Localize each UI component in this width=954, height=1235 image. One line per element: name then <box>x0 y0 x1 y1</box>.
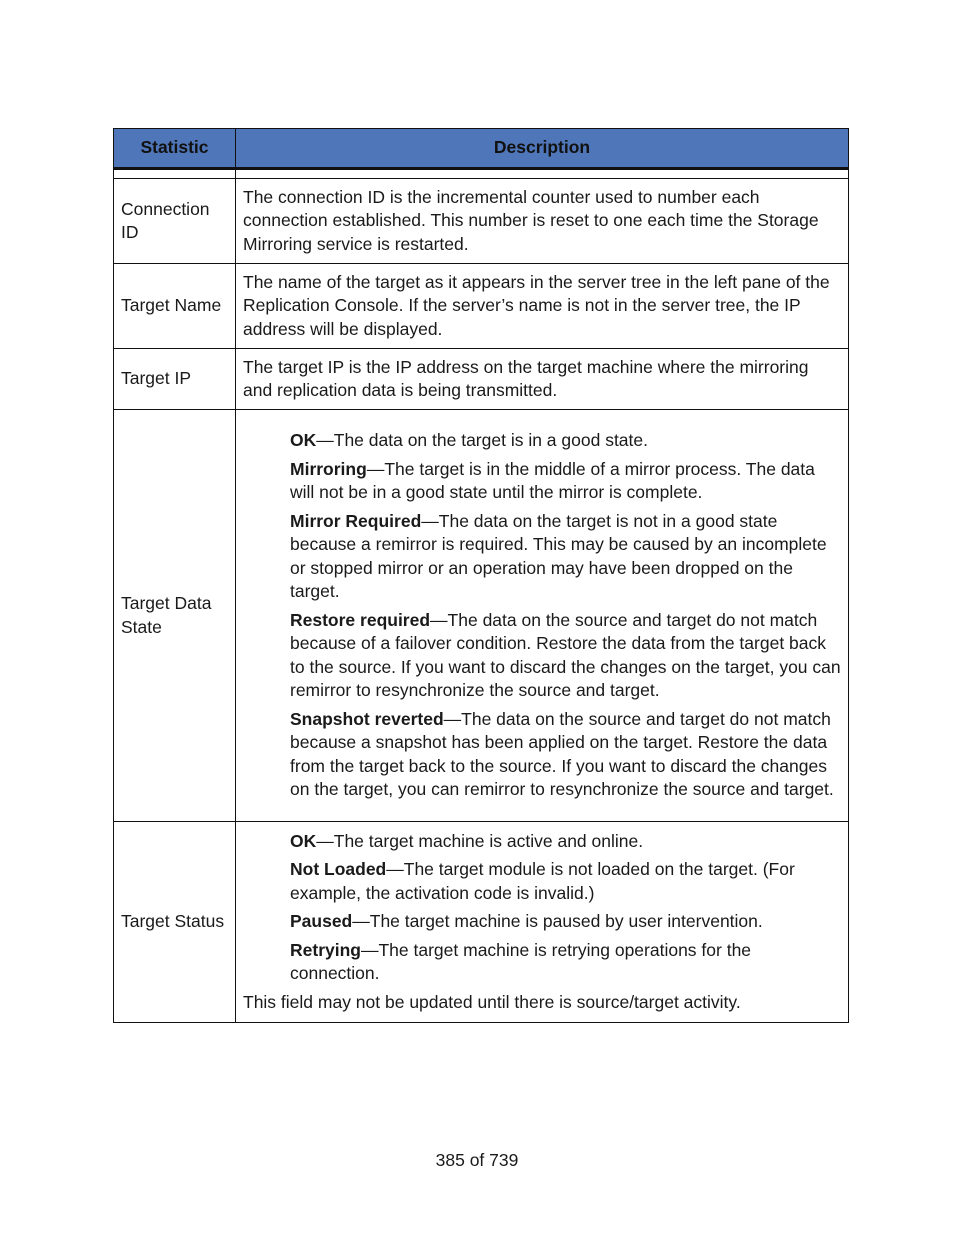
description-cell: The name of the target as it appears in the server tree in the left pane of the Replication Console. If the server’s name is not in the server tree, the IP address will be displayed. <box>236 264 849 349</box>
description-cell <box>236 410 849 822</box>
status-item: Paused—The target machine is paused by user intervention. <box>290 911 763 932</box>
stat-cell: Target Name <box>114 264 236 349</box>
status-note: This field may not be updated until there is source/target activity. <box>243 991 741 1012</box>
state-item: OK—The data on the target is in a good state. <box>290 430 648 451</box>
stat-cell: Target IP <box>114 349 236 410</box>
table-row <box>114 349 849 410</box>
table-row <box>114 822 849 1023</box>
stat-cell: Target Data State <box>114 410 236 822</box>
page-number: 385 of 739 <box>435 1150 519 1170</box>
description-cell: The target IP is the IP address on the target machine where the mirroring and replication data is being transmitted. <box>236 349 849 410</box>
table-row <box>114 179 849 264</box>
spacer-row <box>114 169 849 179</box>
state-item: Mirroring—The target is in the middle of a mirror process. The data will not be in a good state until the mirror is complete. <box>290 458 815 503</box>
state-item: Snapshot reverted—The data on the source and target do not match because a snapshot has been applied on the target. Restore the data from the target back to the source. If you want to discard the changes on the target, you can remirror to resynchronize the source and target. <box>290 708 834 800</box>
statistics-table <box>113 128 849 1023</box>
table-row <box>114 410 849 822</box>
stat-cell: Target Status <box>114 822 236 1023</box>
status-item: Retrying—The target machine is retrying operations for the connection. <box>290 939 752 984</box>
status-item: Not Loaded—The target module is not loaded on the target. (For example, the activation code is invalid.) <box>290 859 795 903</box>
header-description: Description <box>236 129 849 169</box>
description-cell <box>236 822 849 1023</box>
description-cell: The connection ID is the incremental counter used to number each connection established. This number is reset to one each time the Storage Mirroring service is restarted. <box>236 179 849 264</box>
header-row <box>114 129 849 169</box>
state-item: Mirror Required—The data on the target is not in a good state because a remirror is required. This may be caused by an incomplete or stopped mirror or an operation may have been dropped on the target. <box>290 510 827 602</box>
status-item: OK—The target machine is active and online. <box>290 830 644 851</box>
table-row <box>114 264 849 349</box>
stat-cell: Connection ID <box>114 179 236 264</box>
state-item: Restore required—The data on the source and target do not match because of a failover condition. Restore the data from the target back to the source. If you want to discard the changes on the target, you can remirror to resynchronize the source and target. <box>290 609 841 701</box>
header-statistic: Statistic <box>114 129 236 169</box>
